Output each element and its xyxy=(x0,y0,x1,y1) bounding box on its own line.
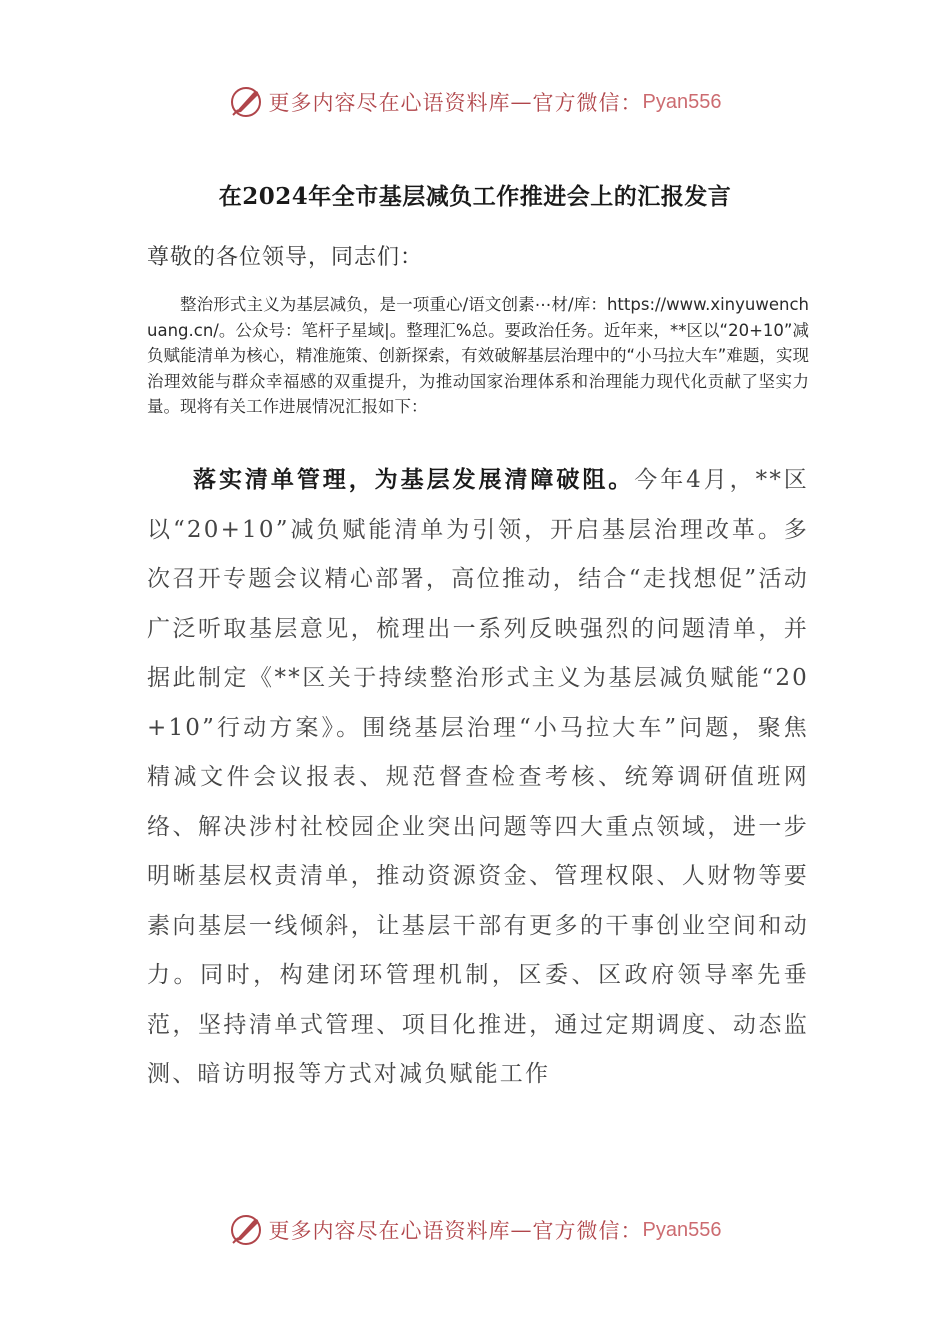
quill-pen-icon xyxy=(229,85,263,119)
document-title: 在2024年全市基层减负工作推进会上的汇报发言 xyxy=(218,183,732,210)
banner-wechat-label: 官方微信： xyxy=(532,91,643,115)
section1-body: 今年4月，**区以“20+10”减负赋能清单为引领，开启基层治理改革。多次召开专题会议精心部署，高位推动，结合“走找想促”活动广泛听取基层意见，梳理出一系列反映强烈的问题清单，并据此制定《**区关于持续整治形式主义为基层减负赋能“20+10”行动方案》。围绕基层治理“小马拉大车”问题，聚焦精减文件会议报表、规范督查检查考核、统筹调研值班网络、解决涉村社校园企业突出问题等四大重点领域，进一步明晰基层权责清单，推动资源资金、管理权限、人财物等要素向基层一线倾斜，让基层干部有更多的干事创业空间和动力。同时，构建闭环管理机制，区委、区政府领导率先垂范，坚持清单式管理、项目化推进，通过定期调度、动态监测、暗访明报等方式对减负赋能工作 xyxy=(147,467,809,1087)
banner-site-text: 更多内容尽在心语资料库 xyxy=(268,91,511,115)
footer-wechat-label: 官方微信： xyxy=(532,1219,643,1243)
banner-separator: — xyxy=(510,90,533,114)
section1-heading: 落实清单管理，为基层发展清障破阻。 xyxy=(193,466,635,493)
footer-wechat-id: Pyan556 xyxy=(642,1218,722,1241)
banner-wechat-id: Pyan556 xyxy=(642,90,722,113)
footer-watermark-banner xyxy=(0,1210,950,1250)
intro-paragraph: 整治形式主义为基层减负，是一项重心/语文创素⋯材/库：https://www.xinyuwenchuang.cn/。公众号：笔杆子星域|。整理汇%总。要政治任务。近年来，**区以“20+10”减负赋能清单为核心，精准施策、创新探索，有效破解基层治理中的“小马拉大车”难题，实现治理效能与群众幸福感的双重提升，为推动国家治理体系和治理能力现代化贡献了坚实力量。现将有关工作进展情况汇报如下： xyxy=(147,295,809,416)
footer-site-text: 更多内容尽在心语资料库 xyxy=(268,1219,511,1243)
section1-paragraph xyxy=(147,455,809,1100)
footer-separator: — xyxy=(510,1218,533,1242)
header-watermark-banner xyxy=(0,82,950,122)
greeting: 尊敬的各位领导，同志们： xyxy=(147,245,424,270)
quill-pen-icon xyxy=(229,1213,263,1247)
